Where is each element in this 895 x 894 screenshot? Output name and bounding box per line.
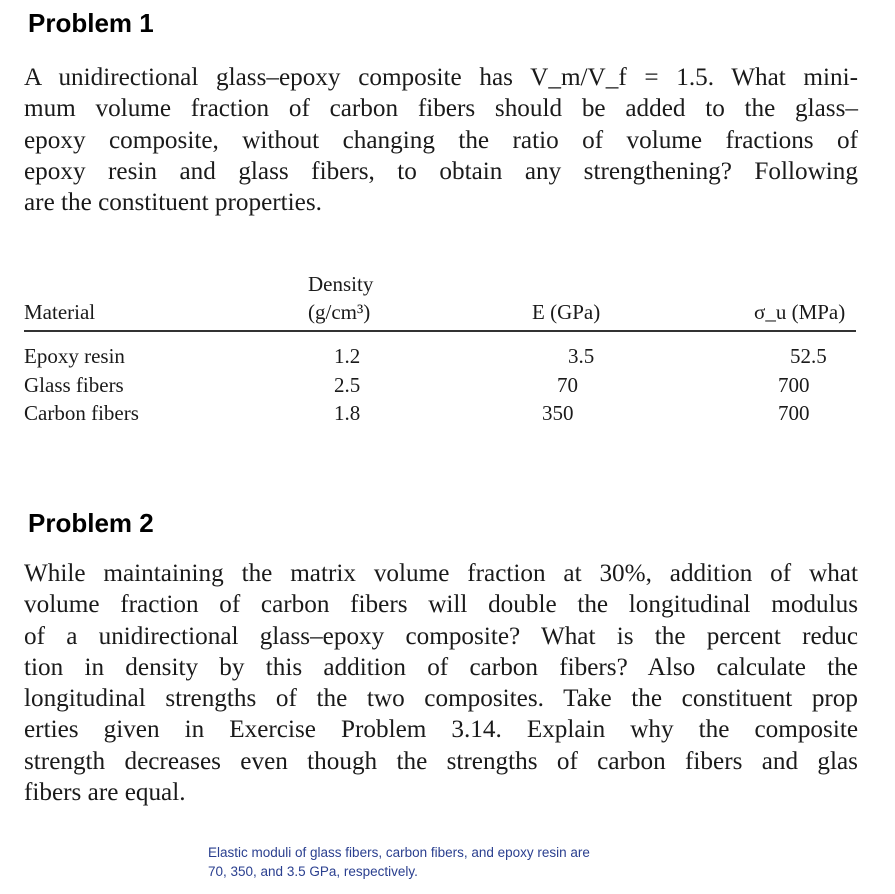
row-material: Glass fibers (24, 373, 124, 397)
note-line: Elastic moduli of glass fibers, carbon fibers, and epoxy resin are (208, 845, 590, 860)
table-header-rule (24, 330, 856, 332)
header-density-unit: (g/cm³) (308, 300, 371, 324)
row-density: 1.8 (334, 401, 361, 425)
problem-2-line: fibers are equal. (24, 779, 186, 807)
constituent-properties-table (24, 270, 856, 440)
problem-2-line: tion in density by this addition of carbon fibers? Also calculate the (24, 653, 858, 681)
problem-2-line: of a unidirectional glass–epoxy composite? What is the percent reduc (24, 622, 858, 650)
header-density: Density (308, 272, 374, 296)
row-modulus: 70 (557, 373, 578, 397)
header-modulus: E (GPa) (532, 300, 601, 324)
row-strength: 700 (778, 373, 810, 397)
note-line: 70, 350, and 3.5 GPa, respectively. (208, 864, 418, 879)
moduli-note (208, 843, 688, 881)
problem-1-line: mum volume fraction of carbon fibers should be added to the glass– (24, 95, 858, 123)
problem-2-line: volume fraction of carbon fibers will double the longitudinal modulus (24, 591, 858, 619)
row-modulus: 3.5 (568, 344, 595, 368)
problem-1-line: epoxy composite, without changing the ratio of volume fractions of (24, 126, 858, 154)
problem-1-line: epoxy resin and glass fibers, to obtain any strengthening? Following (24, 157, 858, 185)
row-material: Epoxy resin (24, 344, 125, 368)
row-density: 1.2 (334, 344, 361, 368)
row-density: 2.5 (334, 373, 361, 397)
problem-2-text (24, 558, 858, 808)
row-material: Carbon fibers (24, 401, 139, 425)
problem-2-line: While maintaining the matrix volume fraction at 30%, addition of what (24, 560, 858, 587)
row-modulus: 350 (542, 401, 574, 425)
problem-2-line: strength decreases even though the strengths of carbon fibers and glas (24, 747, 858, 775)
row-strength: 700 (778, 401, 810, 425)
problem-1-line: A unidirectional glass–epoxy composite has V_m/V_f = 1.5. What mini- (24, 64, 858, 91)
problem-1-line: are the constituent properties. (24, 189, 322, 217)
row-strength: 52.5 (790, 344, 827, 368)
header-strength: σ_u (MPa) (754, 300, 846, 324)
problem-1-heading: Problem 1 (28, 8, 154, 38)
problem-2-line: longitudinal strengths of the two composites. Take the constituent prop (24, 685, 858, 713)
problem-1-text (24, 62, 858, 218)
problem-2-line: erties given in Exercise Problem 3.14. Explain why the composite (24, 716, 858, 744)
header-material: Material (24, 300, 96, 324)
problem-2-heading: Problem 2 (28, 508, 154, 538)
